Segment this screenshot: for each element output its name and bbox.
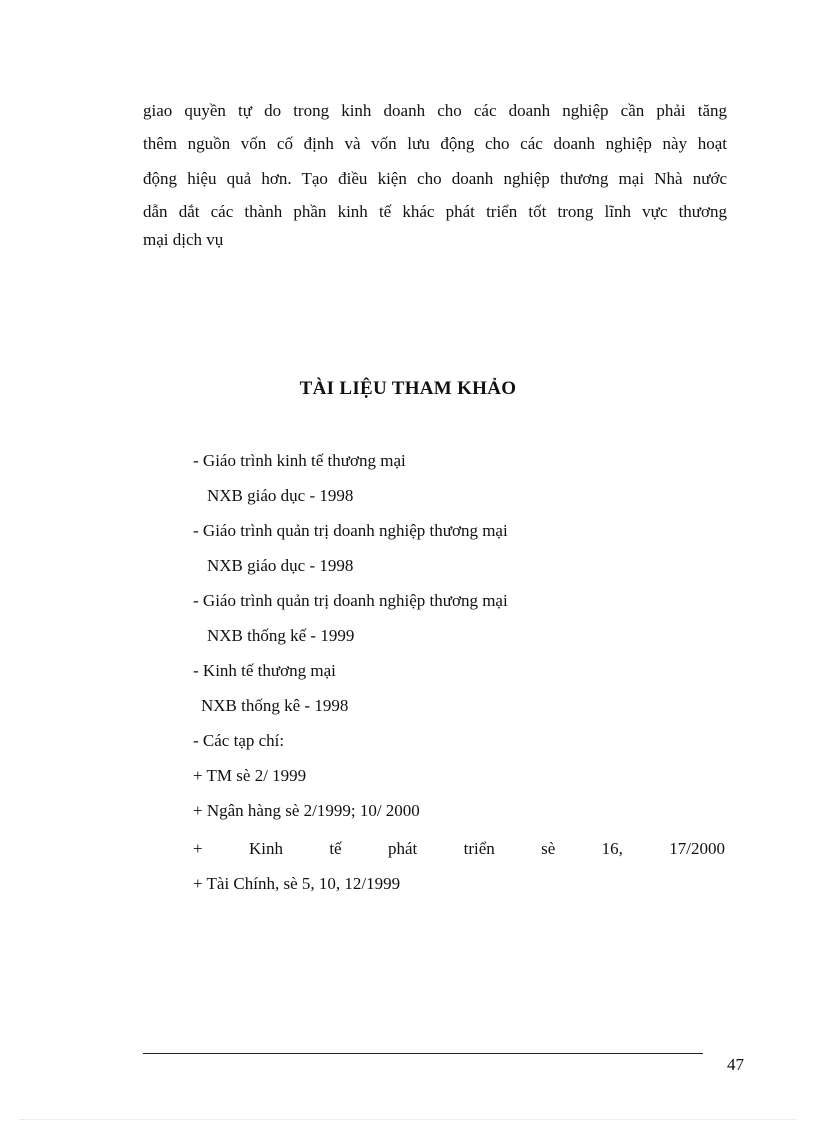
reference-publisher: NXB thống kê - 1998 <box>201 696 349 715</box>
reference-publisher: NXB thống kế - 1999 <box>207 626 355 645</box>
journal-item-word: phát <box>387 839 418 858</box>
reference-item: - Kinh tế thương mại <box>193 661 336 680</box>
reference-item: - Giáo trình kinh tế thương mại <box>193 451 406 470</box>
journal-item-word: sè <box>541 839 556 858</box>
body-paragraph <box>143 94 727 256</box>
footer-divider <box>143 1053 703 1054</box>
page-edge <box>20 1119 796 1120</box>
journal-item-word: tế <box>329 839 342 858</box>
reference-item: - Các tạp chí: <box>193 731 285 750</box>
reference-item: - Giáo trình quản trị doanh nghiệp thương mại <box>193 521 508 540</box>
paragraph-line: động hiệu quả hơn. Tạo điều kiện cho doanh nghiệp thương mại Nhà nước <box>143 169 727 188</box>
journal-item: + Ngân hàng sè 2/1999; 10/ 2000 <box>193 801 420 820</box>
journal-item: + Tài Chính, sè 5, 10, 12/1999 <box>193 874 401 893</box>
reference-publisher: NXB giáo dục - 1998 <box>207 556 354 575</box>
journal-item-word: 17/2000 <box>669 839 725 858</box>
paragraph-line: giao quyền tự do trong kinh doanh cho các doanh nghiệp cần phải tăng <box>143 101 727 120</box>
journal-item-word: Kinh <box>248 839 283 858</box>
journal-item-word: triển <box>463 839 495 858</box>
paragraph-line: thêm nguồn vốn cố định và vốn lưu động cho các doanh nghiệp này hoạt <box>143 134 727 153</box>
journal-item-word: + <box>193 839 203 858</box>
reference-publisher: NXB giáo dục - 1998 <box>207 486 354 505</box>
paragraph-line: mại dịch vụ <box>143 230 224 249</box>
page-number: 47 <box>727 1055 744 1074</box>
paragraph-line: dẫn dắt các thành phần kinh tế khác phát triển tốt trong lĩnh vực thương <box>143 202 727 221</box>
journal-item <box>193 839 725 859</box>
journal-item-word: 16, <box>601 839 623 858</box>
journal-item: + TM sè 2/ 1999 <box>193 766 307 785</box>
reference-item: - Giáo trình quản trị doanh nghiệp thương mại <box>193 591 508 610</box>
references-title: TÀI LIỆU THAM KHẢO <box>299 378 517 399</box>
